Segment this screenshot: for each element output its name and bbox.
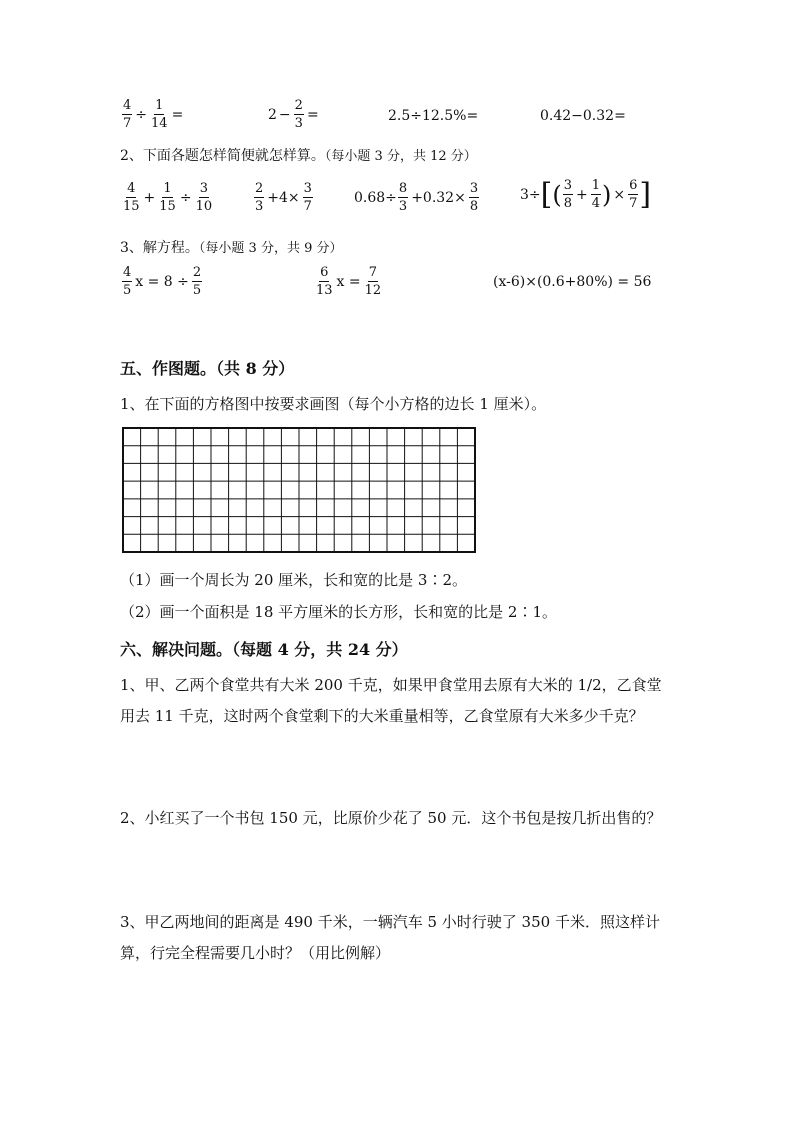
section-5-heading: 五、作图题。（共 8 分） (120, 359, 295, 378)
section-3-title: 3、解方程。（每小题 3 分，共 9 分） (120, 240, 343, 256)
equation-3: (x-6)×(0.6+80%) = 56 (493, 274, 652, 290)
problem-3: 3、甲乙两地间的距离是 490 千米，一辆汽车 5 小时行驶了 350 千米．照这样计算，行完全程需要几小时？（用比例解） (120, 913, 660, 962)
problem-1: 1、甲、乙两个食堂共有大米 200 千克，如果甲食堂用去原有大米的 1/2，乙食堂用去 11 千克，这时两个食堂剩下的大米重量相等，乙食堂原有大米多少千克？ (120, 676, 662, 725)
simplify-expr-1: $\frac{4}{15}$ + $\frac{1}{15}$ ÷ $\frac{3}{10}$ (123, 181, 213, 214)
simplify-expr-2: $\frac{2}{3}$ +4× $\frac{3}{7}$ (255, 181, 312, 214)
problem-2: 2、小红买了一个书包 150 元，比原价少花了 50 元．这个书包是按几折出售的？ (120, 809, 662, 827)
section-2-title: 2、下面各题怎样简便就怎样算。（每小题 3 分，共 12 分） (120, 148, 477, 164)
drawing-item-1: （1）画一个周长为 20 厘米，长和宽的比是 3∶2。 (120, 571, 468, 589)
section-6-heading: 六、解决问题。（每题 4 分，共 24 分） (120, 640, 408, 659)
row1-problem-1: $\frac{4}{7}$ ÷ $\frac{1}{14}$ = (123, 98, 184, 131)
fraction: $\frac{2}{3}$ (294, 98, 303, 131)
equation-2: $\frac{6}{13}$ x = $\frac{7}{12}$ (316, 265, 382, 298)
row1-problem-3: 2.5÷12.5%= (388, 108, 479, 124)
square-grid (120, 426, 480, 556)
fraction: $\frac{4}{7}$ (123, 98, 132, 131)
row1-problem-2: 2 − $\frac{2}{3}$ = (268, 98, 319, 131)
fraction: $\frac{1}{14}$ (151, 98, 168, 131)
row1-problem-4: 0.42−0.32= (540, 108, 626, 124)
simplify-expr-4: 3÷ [ ( $\frac{3}{8}$ + $\frac{1}{4}$ ) × $\frac{6}{7}$ ] (520, 176, 652, 212)
simplify-expr-3: 0.68÷ $\frac{8}{3}$ +0.32× $\frac{3}{8}$ (354, 181, 479, 214)
drawing-item-2: （2）画一个面积是 18 平方厘米的长方形，长和宽的比是 2∶1。 (120, 603, 558, 621)
equation-1: $\frac{4}{5}$ x = 8 ÷ $\frac{2}{5}$ (123, 265, 202, 298)
section-5-question-1: 1、在下面的方格图中按要求画图（每个小方格的边长 1 厘米）。 (120, 395, 547, 413)
